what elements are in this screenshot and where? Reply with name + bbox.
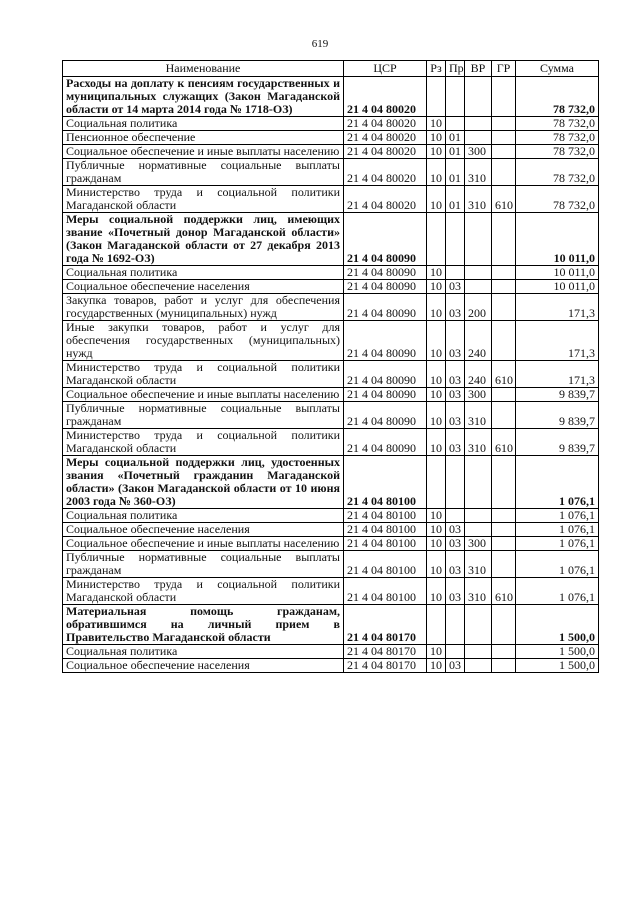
cell-pr: 03 <box>446 402 465 429</box>
header-gr: ГР <box>492 61 516 77</box>
cell-gr <box>492 77 516 117</box>
cell-pr <box>446 509 465 523</box>
cell-vr: 310 <box>465 402 492 429</box>
table-row <box>63 551 599 578</box>
cell-csr: 21 4 04 80170 <box>344 645 427 659</box>
cell-pr <box>446 456 465 509</box>
cell-rz: 10 <box>427 537 446 551</box>
cell-name: Иные закупки товаров, работ и услуг для обеспечения государственных (муниципальных) нужд <box>63 321 344 361</box>
cell-sum: 1 500,0 <box>516 659 599 673</box>
cell-pr: 03 <box>446 659 465 673</box>
cell-name: Пенсионное обеспечение <box>63 131 344 145</box>
table-header-row <box>63 61 599 77</box>
table-row <box>63 266 599 280</box>
cell-vr: 310 <box>465 551 492 578</box>
table-row <box>63 537 599 551</box>
cell-name: Социальное обеспечение и иные выплаты населению <box>63 537 344 551</box>
cell-gr <box>492 294 516 321</box>
cell-rz: 10 <box>427 186 446 213</box>
cell-name: Социальная политика <box>63 645 344 659</box>
cell-name: Публичные нормативные социальные выплаты гражданам <box>63 159 344 186</box>
cell-name: Министерство труда и социальной политики Магаданской области <box>63 578 344 605</box>
cell-rz <box>427 213 446 266</box>
cell-rz: 10 <box>427 551 446 578</box>
cell-rz: 10 <box>427 131 446 145</box>
cell-vr: 240 <box>465 321 492 361</box>
cell-csr: 21 4 04 80090 <box>344 280 427 294</box>
cell-rz <box>427 77 446 117</box>
cell-rz: 10 <box>427 578 446 605</box>
cell-vr: 310 <box>465 429 492 456</box>
cell-name: Социальное обеспечение и иные выплаты населению <box>63 388 344 402</box>
cell-pr <box>446 213 465 266</box>
cell-vr: 300 <box>465 388 492 402</box>
cell-rz: 10 <box>427 645 446 659</box>
cell-pr <box>446 117 465 131</box>
cell-vr <box>465 280 492 294</box>
cell-gr <box>492 145 516 159</box>
cell-pr: 03 <box>446 361 465 388</box>
table-row-section <box>63 77 599 117</box>
table-body <box>63 77 599 673</box>
cell-pr <box>446 77 465 117</box>
cell-pr: 03 <box>446 280 465 294</box>
header-rz: Рз <box>427 61 446 77</box>
cell-csr: 21 4 04 80090 <box>344 294 427 321</box>
cell-vr <box>465 213 492 266</box>
table-row <box>63 388 599 402</box>
cell-vr <box>465 509 492 523</box>
cell-name: Социальное обеспечение населения <box>63 280 344 294</box>
cell-rz: 10 <box>427 402 446 429</box>
cell-gr <box>492 523 516 537</box>
cell-rz: 10 <box>427 266 446 280</box>
cell-gr: 610 <box>492 578 516 605</box>
cell-csr: 21 4 04 80090 <box>344 388 427 402</box>
table-row <box>63 294 599 321</box>
cell-rz: 10 <box>427 280 446 294</box>
cell-name: Публичные нормативные социальные выплаты гражданам <box>63 402 344 429</box>
cell-sum: 171,3 <box>516 294 599 321</box>
cell-gr <box>492 551 516 578</box>
cell-vr: 310 <box>465 186 492 213</box>
cell-gr <box>492 321 516 361</box>
cell-gr: 610 <box>492 429 516 456</box>
cell-sum: 10 011,0 <box>516 266 599 280</box>
cell-sum: 1 500,0 <box>516 645 599 659</box>
table-row <box>63 578 599 605</box>
table-row <box>63 402 599 429</box>
cell-vr: 310 <box>465 159 492 186</box>
cell-rz: 10 <box>427 321 446 361</box>
table-row <box>63 186 599 213</box>
header-name: Наименование <box>63 61 344 77</box>
cell-name: Материальная помощь гражданам, обратившимся на личный прием в Правительство Магаданской области <box>63 605 344 645</box>
cell-gr <box>492 456 516 509</box>
header-csr: ЦСР <box>344 61 427 77</box>
table-row <box>63 645 599 659</box>
cell-name: Закупка товаров, работ и услуг для обеспечения государственных (муниципальных) нужд <box>63 294 344 321</box>
cell-pr: 01 <box>446 145 465 159</box>
cell-csr: 21 4 04 80020 <box>344 77 427 117</box>
cell-csr: 21 4 04 80100 <box>344 551 427 578</box>
cell-sum: 78 732,0 <box>516 131 599 145</box>
cell-name: Социальное обеспечение населения <box>63 659 344 673</box>
cell-rz: 10 <box>427 388 446 402</box>
cell-sum: 10 011,0 <box>516 280 599 294</box>
cell-sum: 10 011,0 <box>516 213 599 266</box>
cell-name: Министерство труда и социальной политики Магаданской области <box>63 361 344 388</box>
cell-name: Министерство труда и социальной политики Магаданской области <box>63 186 344 213</box>
cell-gr <box>492 537 516 551</box>
table-row-section <box>63 213 599 266</box>
cell-gr <box>492 402 516 429</box>
cell-csr: 21 4 04 80090 <box>344 266 427 280</box>
cell-vr <box>465 605 492 645</box>
cell-sum: 78 732,0 <box>516 186 599 213</box>
cell-rz: 10 <box>427 294 446 321</box>
table-row <box>63 523 599 537</box>
table-row <box>63 321 599 361</box>
cell-name: Публичные нормативные социальные выплаты гражданам <box>63 551 344 578</box>
cell-csr: 21 4 04 80100 <box>344 456 427 509</box>
cell-csr: 21 4 04 80100 <box>344 523 427 537</box>
cell-pr: 03 <box>446 294 465 321</box>
cell-csr: 21 4 04 80090 <box>344 213 427 266</box>
cell-name: Расходы на доплату к пенсиям государственных и муниципальных служащих (Закон Магаданской области от 14 марта 2014 года № 1718-ОЗ) <box>63 77 344 117</box>
cell-sum: 1 076,1 <box>516 551 599 578</box>
cell-sum: 1 500,0 <box>516 605 599 645</box>
cell-vr: 240 <box>465 361 492 388</box>
cell-rz <box>427 605 446 645</box>
cell-sum: 9 839,7 <box>516 429 599 456</box>
cell-sum: 1 076,1 <box>516 509 599 523</box>
cell-rz: 10 <box>427 145 446 159</box>
cell-csr: 21 4 04 80100 <box>344 578 427 605</box>
cell-sum: 171,3 <box>516 361 599 388</box>
cell-pr: 03 <box>446 537 465 551</box>
cell-vr <box>465 659 492 673</box>
table-row <box>63 280 599 294</box>
cell-pr: 03 <box>446 321 465 361</box>
cell-name: Социальная политика <box>63 266 344 280</box>
cell-vr <box>465 131 492 145</box>
cell-rz: 10 <box>427 429 446 456</box>
cell-vr <box>465 77 492 117</box>
cell-gr <box>492 213 516 266</box>
cell-vr <box>465 117 492 131</box>
cell-name: Министерство труда и социальной политики Магаданской области <box>63 429 344 456</box>
table-row-section <box>63 605 599 645</box>
cell-vr: 310 <box>465 578 492 605</box>
cell-gr: 610 <box>492 186 516 213</box>
cell-rz <box>427 456 446 509</box>
cell-sum: 171,3 <box>516 321 599 361</box>
cell-pr: 03 <box>446 388 465 402</box>
cell-gr <box>492 117 516 131</box>
cell-gr <box>492 659 516 673</box>
cell-name: Социальная политика <box>63 117 344 131</box>
cell-gr <box>492 388 516 402</box>
table-row <box>63 509 599 523</box>
header-vr: ВР <box>465 61 492 77</box>
cell-rz: 10 <box>427 523 446 537</box>
cell-sum: 78 732,0 <box>516 145 599 159</box>
cell-csr: 21 4 04 80020 <box>344 131 427 145</box>
table-row <box>63 117 599 131</box>
cell-pr: 01 <box>446 131 465 145</box>
cell-name: Меры социальной поддержки лиц, имеющих звание «Почетный донор Магаданской области» (Закон Магаданской области от 27 декабря 2013 года № 1692-ОЗ) <box>63 213 344 266</box>
cell-sum: 78 732,0 <box>516 77 599 117</box>
cell-csr: 21 4 04 80170 <box>344 659 427 673</box>
header-pr: Пр <box>446 61 465 77</box>
cell-gr <box>492 159 516 186</box>
cell-vr <box>465 645 492 659</box>
table-row <box>63 659 599 673</box>
table-row <box>63 145 599 159</box>
cell-pr: 03 <box>446 551 465 578</box>
cell-csr: 21 4 04 80090 <box>344 429 427 456</box>
cell-vr: 300 <box>465 145 492 159</box>
table-row <box>63 131 599 145</box>
cell-pr: 03 <box>446 523 465 537</box>
cell-rz: 10 <box>427 117 446 131</box>
cell-pr <box>446 266 465 280</box>
cell-csr: 21 4 04 80100 <box>344 537 427 551</box>
cell-pr <box>446 645 465 659</box>
table-row <box>63 361 599 388</box>
table-row <box>63 429 599 456</box>
cell-gr: 610 <box>492 361 516 388</box>
budget-table <box>62 60 599 673</box>
cell-sum: 1 076,1 <box>516 578 599 605</box>
cell-sum: 78 732,0 <box>516 117 599 131</box>
cell-sum: 9 839,7 <box>516 402 599 429</box>
cell-gr <box>492 509 516 523</box>
cell-pr <box>446 605 465 645</box>
cell-vr <box>465 523 492 537</box>
cell-csr: 21 4 04 80090 <box>344 402 427 429</box>
cell-sum: 1 076,1 <box>516 456 599 509</box>
cell-sum: 78 732,0 <box>516 159 599 186</box>
cell-rz: 10 <box>427 159 446 186</box>
cell-pr: 01 <box>446 186 465 213</box>
cell-vr: 300 <box>465 537 492 551</box>
cell-name: Меры социальной поддержки лиц, удостоенных звания «Почетный гражданин Магаданской области» (Закон Магаданской области от 10 июня 2003 года № 360-ОЗ) <box>63 456 344 509</box>
cell-csr: 21 4 04 80090 <box>344 321 427 361</box>
cell-vr: 200 <box>465 294 492 321</box>
cell-pr: 01 <box>446 159 465 186</box>
cell-csr: 21 4 04 80170 <box>344 605 427 645</box>
cell-csr: 21 4 04 80100 <box>344 509 427 523</box>
cell-gr <box>492 266 516 280</box>
cell-rz: 10 <box>427 361 446 388</box>
cell-gr <box>492 280 516 294</box>
cell-name: Социальное обеспечение и иные выплаты населению <box>63 145 344 159</box>
table-row-section <box>63 456 599 509</box>
cell-name: Социальное обеспечение населения <box>63 523 344 537</box>
cell-pr: 03 <box>446 578 465 605</box>
cell-csr: 21 4 04 80020 <box>344 145 427 159</box>
table-row <box>63 159 599 186</box>
cell-csr: 21 4 04 80020 <box>344 117 427 131</box>
cell-pr: 03 <box>446 429 465 456</box>
cell-sum: 1 076,1 <box>516 537 599 551</box>
cell-csr: 21 4 04 80090 <box>344 361 427 388</box>
cell-csr: 21 4 04 80020 <box>344 186 427 213</box>
cell-sum: 9 839,7 <box>516 388 599 402</box>
page-number: 619 <box>311 38 329 50</box>
cell-vr <box>465 456 492 509</box>
cell-name: Социальная политика <box>63 509 344 523</box>
cell-gr <box>492 645 516 659</box>
cell-rz: 10 <box>427 659 446 673</box>
cell-gr <box>492 605 516 645</box>
cell-csr: 21 4 04 80020 <box>344 159 427 186</box>
cell-rz: 10 <box>427 509 446 523</box>
cell-vr <box>465 266 492 280</box>
header-sum: Сумма <box>516 61 599 77</box>
cell-gr <box>492 131 516 145</box>
cell-sum: 1 076,1 <box>516 523 599 537</box>
